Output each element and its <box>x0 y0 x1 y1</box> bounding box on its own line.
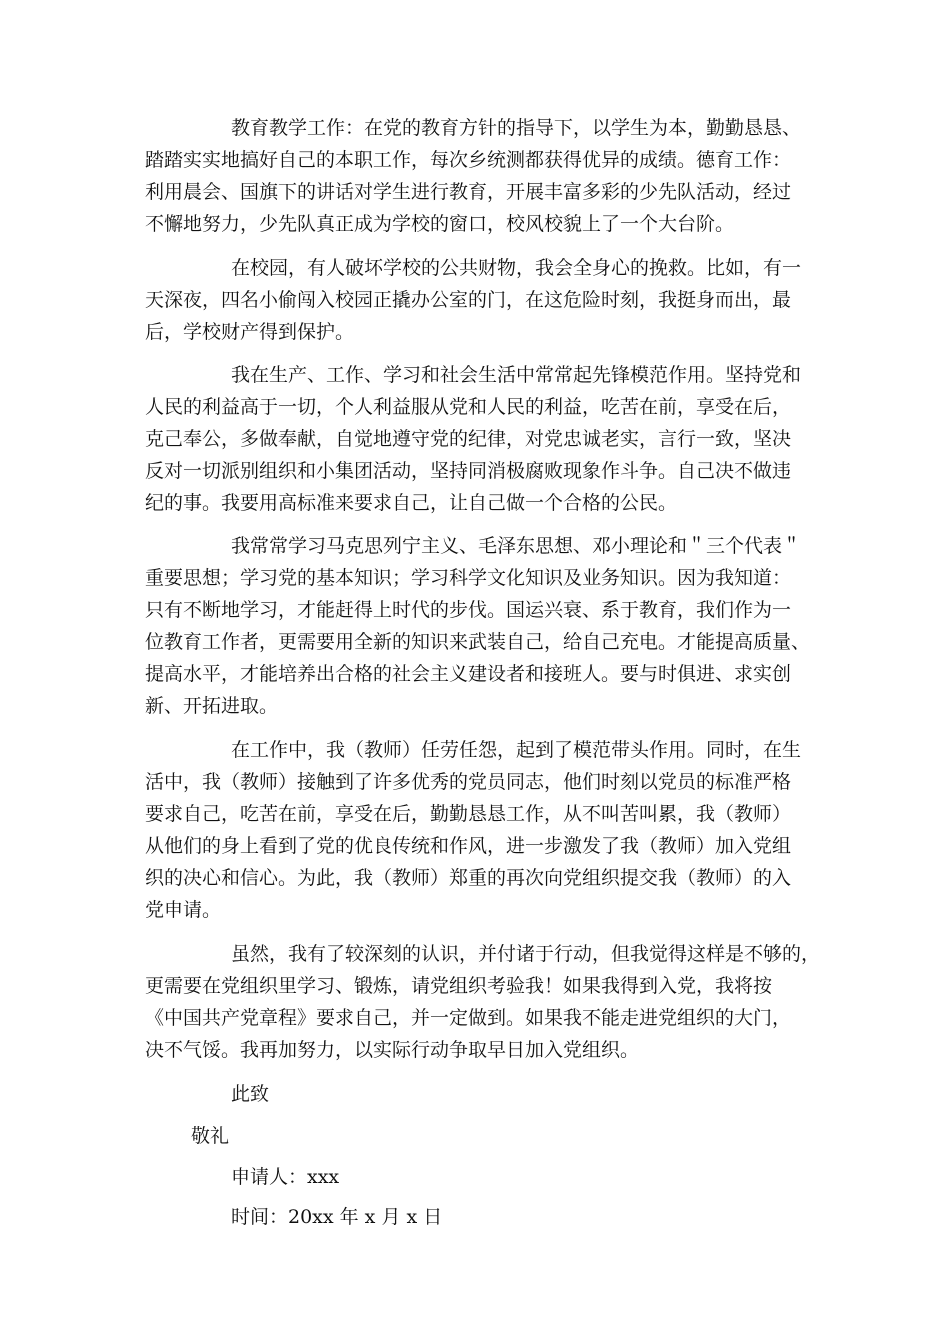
paragraph-4-line-1: 我常常学习马克思列宁主义、毛泽东思想、邓小理论和＂三个代表＂ <box>231 535 802 557</box>
paragraph-4-line-5: 提高水平，才能培养出合格的社会主义建设者和接班人。要与时俱进、求实创 <box>145 663 792 685</box>
paragraph-4-line-3: 只有不断地学习，才能赶得上时代的步伐。国运兴衰、系于教育，我们作为一 <box>145 599 792 621</box>
paragraph-2-line-2: 天深夜，四名小偷闯入校园正撬办公室的门，在这危险时刻，我挺身而出，最 <box>145 289 792 311</box>
paragraph-1-line-3: 利用晨会、国旗下的讲话对学生进行教育，开展丰富多彩的少先队活动，经过 <box>145 181 792 203</box>
paragraph-1-line-1: 教育教学工作：在党的教育方针的指导下，以学生为本，勤勤恳恳、 <box>231 117 802 139</box>
paragraph-6-line-3: 《中国共产党章程》要求自己，并一定做到。如果我不能走进党组织的大门， <box>145 1007 792 1029</box>
paragraph-1-line-2: 踏踏实实地搞好自己的本职工作，每次乡统测都获得优异的成绩。德育工作： <box>145 149 792 171</box>
paragraph-6-line-2: 更需要在党组织里学习、锻炼，请党组织考验我！如果我得到入党，我将按 <box>145 975 773 997</box>
paragraph-3-line-1: 我在生产、工作、学习和社会生活中常常起先锋模范作用。坚持党和 <box>231 364 802 386</box>
paragraph-4-line-4: 位教育工作者，更需要用全新的知识来武装自己，给自己充电。才能提高质量、 <box>145 631 811 653</box>
paragraph-3-line-2: 人民的利益高于一切，个人利益服从党和人民的利益，吃苦在前，享受在后， <box>145 396 792 418</box>
applicant-line: 申请人：xxx <box>231 1166 340 1188</box>
paragraph-3-line-3: 克己奉公，多做奉献，自觉地遵守党的纪律，对党忠诚老实，言行一致，坚决 <box>145 428 792 450</box>
paragraph-3-line-4: 反对一切派别组织和小集团活动，坚持同消极腐败现象作斗争。自己决不做违 <box>145 460 792 482</box>
paragraph-2-line-1: 在校园，有人破坏学校的公共财物，我会全身心的挽救。比如，有一 <box>231 257 802 279</box>
date-line: 时间：20xx 年 x 月 x 日 <box>231 1206 443 1228</box>
paragraph-4-line-6: 新、开拓进取。 <box>145 695 279 717</box>
paragraph-5-line-4: 从他们的身上看到了党的优良传统和作风，进一步激发了我（教师）加入党组 <box>145 835 792 857</box>
paragraph-5-line-1: 在工作中，我（教师）任劳任怨，起到了模范带头作用。同时，在生 <box>231 739 802 761</box>
paragraph-1-line-4: 不懈地努力，少先队真正成为学校的窗口，校风校貌上了一个大台阶。 <box>145 213 735 235</box>
paragraph-6-line-1: 虽然，我有了较深刻的认识，并付诸于行动，但我觉得这样是不够的， <box>231 943 821 965</box>
paragraph-5-line-3: 要求自己，吃苦在前，享受在后，勤勤恳恳工作，从不叫苦叫累，我（教师） <box>145 803 792 825</box>
paragraph-5-line-5: 织的决心和信心。为此，我（教师）郑重的再次向党组织提交我（教师）的入 <box>145 867 792 889</box>
closing-salutation: 此致 <box>231 1083 270 1105</box>
paragraph-5-line-2: 活中，我（教师）接触到了许多优秀的党员同志，他们时刻以党员的标准严格 <box>145 771 792 793</box>
paragraph-2-line-3: 后，学校财产得到保护。 <box>145 321 355 343</box>
paragraph-3-line-5: 纪的事。我要用高标准来要求自己，让自己做一个合格的公民。 <box>145 492 678 514</box>
closing-regards: 敬礼 <box>191 1125 230 1147</box>
paragraph-6-line-4: 决不气馁。我再加努力，以实际行动争取早日加入党组织。 <box>145 1039 640 1061</box>
paragraph-5-line-6: 党申请。 <box>145 899 222 921</box>
paragraph-4-line-2: 重要思想；学习党的基本知识；学习科学文化知识及业务知识。因为我知道： <box>145 567 792 589</box>
